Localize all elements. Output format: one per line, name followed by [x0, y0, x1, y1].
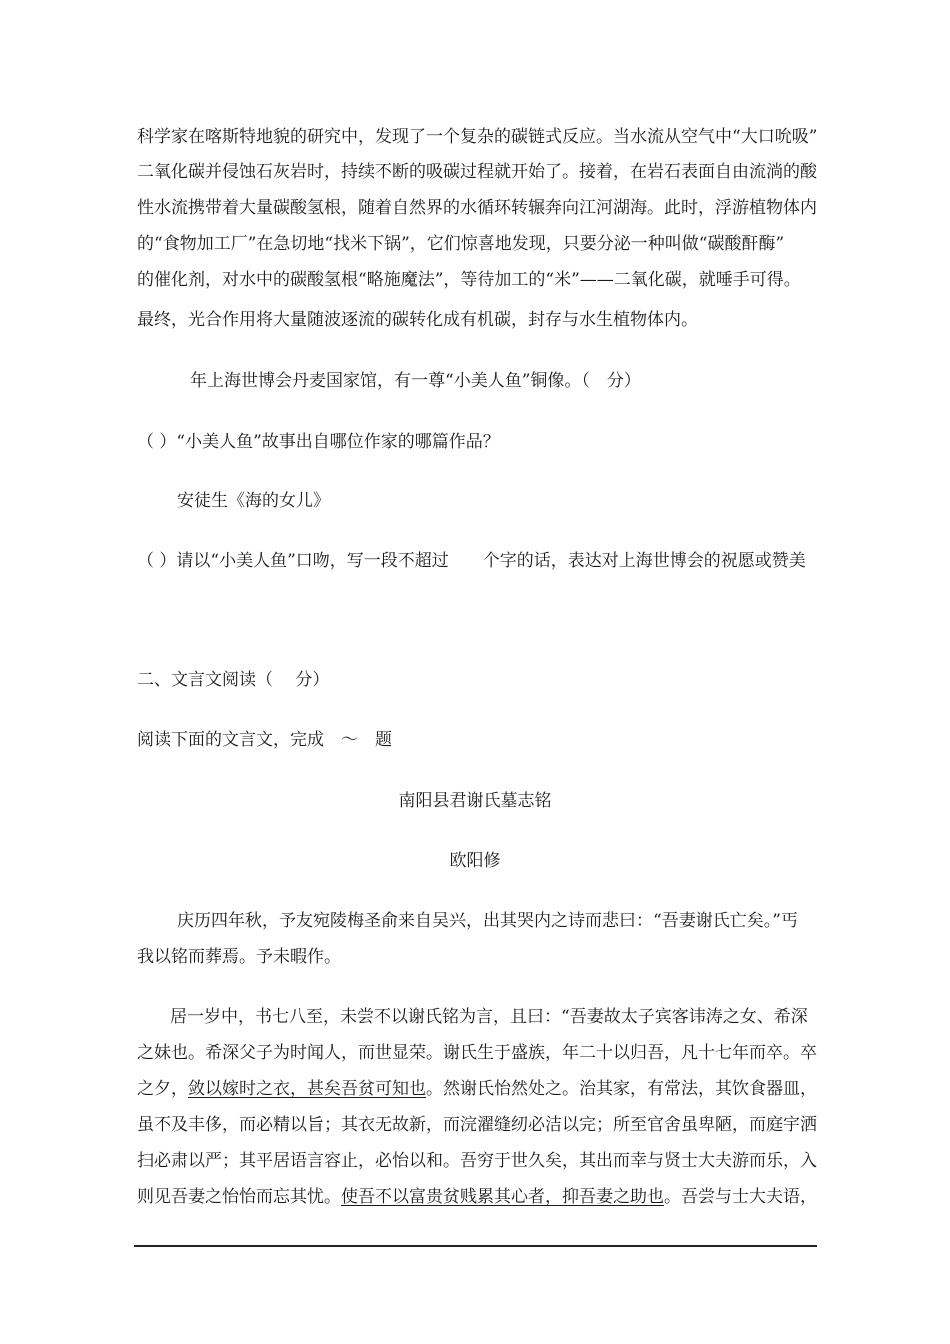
- passage-line: 科学家在喀斯特地貌的研究中，发现了一个复杂的碳链式反应。当水流从空气中“大口吮吸”: [137, 127, 818, 147]
- plain-text: 则见吾妻之怡怡而忘其忧。: [137, 1187, 341, 1207]
- underlined-sentence: 敛以嫁时之衣，甚矣吾贫可知也: [188, 1079, 426, 1099]
- section-heading: 二、文言文阅读（ 分）: [137, 670, 330, 690]
- footer-divider: [134, 1245, 817, 1247]
- plain-text: 。然谢氏怡然处之。治其家，有常法，其饮食器皿，: [426, 1079, 817, 1099]
- answer-1: 安徒生《海的女儿》: [177, 491, 330, 511]
- essay-author: 欧阳修: [449, 851, 501, 871]
- plain-text: 。吾尝与士大夫语，: [664, 1187, 817, 1207]
- paragraph-line: 扫必肃以严；其平居语言容止，必怡以和。吾穷于世久矣，其出而幸与贤士大夫游而乐，入: [137, 1151, 817, 1171]
- paragraph-line: 庆历四年秋，予友宛陵梅圣俞来自吴兴，出其哭内之诗而悲曰：“吾妻谢氏亡矣。”丐: [177, 911, 798, 931]
- paragraph-line: 居一岁中，书七八至，未尝不以谢氏铭为言，且曰：“吾妻故太子宾客讳涛之女、希深: [170, 1007, 808, 1027]
- paragraph-line: [137, 1078, 817, 1100]
- paragraph-line: 我以铭而葬焉。予未暇作。: [137, 947, 341, 967]
- question-2: （ ）请以“小美人鱼”口吻，写一段不超过 个字的话，表达对上海世博会的祝愿或赞美: [137, 551, 806, 571]
- paragraph-line: 虽不及丰侈，而必精以旨；其衣无故新，而浣濯缝纫必洁以完；所至官舍虽卑陋，而庭宇洒: [137, 1115, 817, 1135]
- underlined-sentence: 使吾不以富贵贫贱累其心者，抑吾妻之助也: [341, 1187, 664, 1207]
- passage-line: 的“食物加工厂”在急切地“找米下锅”，它们惊喜地发现，只要分泌一种叫做“碳酸酐酶”: [137, 234, 785, 254]
- essay-title: 南阳县君谢氏墓志铭: [398, 791, 552, 811]
- passage-line: 的催化剂，对水中的碳酸氢根“略施魔法”，等待加工的“米”——二氧化碳，就唾手可得。: [137, 270, 801, 290]
- passage-line: 二氧化碳并侵蚀石灰岩时，持续不断的吸碳过程就开始了。接着，在岩石表面自由流淌的酸: [137, 162, 817, 182]
- instruction: 阅读下面的文言文，完成 ～ 题: [137, 730, 392, 750]
- passage-line: 最终，光合作用将大量随波逐流的碳转化成有机碳，封存与水生植物体内。: [137, 310, 698, 330]
- paragraph-line: 之妹也。希深父子为时闻人，而世显荣。谢氏生于盛族，年二十以归吾，凡十七年而卒。卒: [137, 1043, 817, 1063]
- question-intro: 年上海世博会丹麦国家馆，有一尊“小美人鱼”铜像。（ 分）: [190, 371, 641, 391]
- paragraph-line: [137, 1186, 817, 1208]
- plain-text: 之夕，: [137, 1079, 188, 1099]
- question-1: （ ）“小美人鱼”故事出自哪位作家的哪篇作品？: [137, 432, 500, 452]
- passage-line: 性水流携带着大量碳酸氢根，随着自然界的水循环转辗奔向江河湖海。此时，浮游植物体内: [137, 198, 817, 218]
